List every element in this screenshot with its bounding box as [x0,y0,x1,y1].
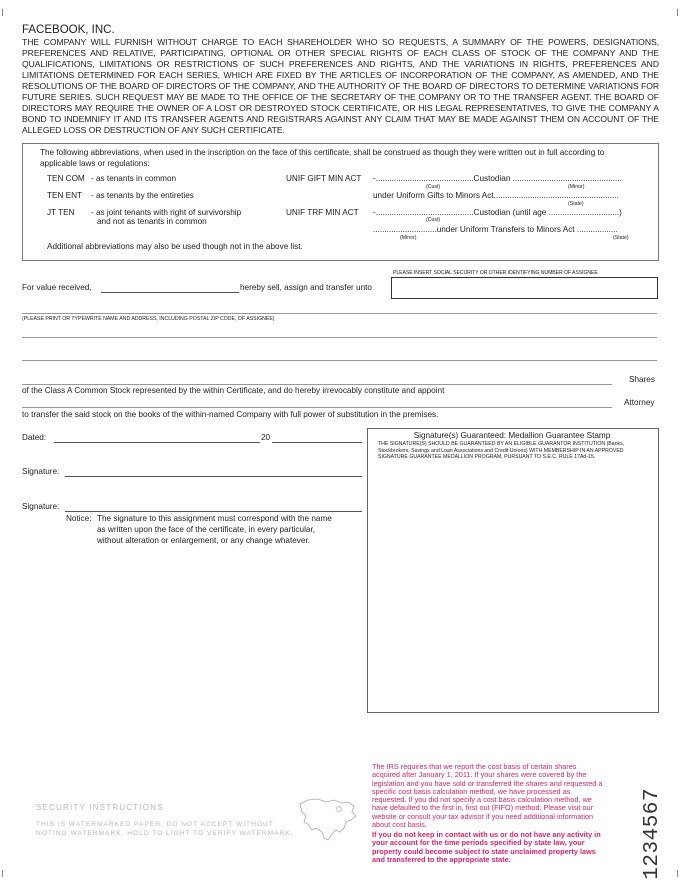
ssn-input-box[interactable] [391,277,658,299]
shares-line[interactable] [22,384,612,385]
unif-trf-cust-caption: (Cust) [426,217,441,223]
notice-line-2: as written upon the face of the certificate, in every particular, [97,525,315,534]
signature-line-2[interactable] [65,511,362,512]
unif-gift-minor-caption: (Minor) [568,184,585,190]
year-prefix: 20 [261,433,271,442]
corner-mark-bottom-right [670,870,678,877]
ten-ent-code: TEN ENT [47,191,83,200]
additional-abbreviations: Additional abbreviations may also be used though not in the above list. [47,242,303,251]
year-blank[interactable] [272,442,362,443]
unif-gift-under: under Uniform Gifts to Minors Act....................................................... [373,191,619,200]
corner-mark-top-right [670,9,678,16]
irs-cost-basis-text: The IRS requires that we report the cost basis of certain shares acquired after January 1, 2011. If your shares were covered by the legislation and you have sold or transferred the shares and requested a specific cost basis calculation method, we have processed as requested. If you did not specify a cost basis calculation method, we have defaulted to the first in, first out (FIFO) method. Please visit our website or consult your tax advisor if you need additional information about cost basis. [372,762,603,830]
security-text: THIS IS WATERMARKED PAPER, DO NOT ACCEPT WITHOUT NOTING WATERMARK. HOLD TO LIGHT TO VERIFY WATERMARK. [36,821,294,837]
shareholder-notice: THE COMPANY WILL FURNISH WITHOUT CHARGE TO EACH SHAREHOLDER WHO SO REQUESTS, A SUMMARY OF THE POWERS, DESIGNATIONS, PREFERENCES AND RELATIVE, PARTICIPATING, OPTIONAL OR OTHER SPECIAL RIGHTS OF EACH CLASS OF STOCK OF THE COMPANY AND THE QUALIFICATIONS, LIMITATIONS OR RESTRICTIONS OF SUCH PREFERENCES AND RIGHTS, AND THE VARIATIONS IN RIGHTS, PREFERENCES AND LIMITATIONS DETERMINED FOR EACH SERIES, WHICH ARE FIXED BY THE ARTICLES OF INCORPORATION OF THE COMPANY, AS AMENDED, AND THE RESOLUTIONS OF THE BOARD OF DIRECTORS OF THE COMPANY, AND THE AUTHORITY OF THE BOARD OF DIRECTORS TO DETERMINE VARIATIONS FOR FUTURE SERIES. SUCH REQUEST MAY BE MADE TO THE OFFICE OF THE SECRETARY OF THE COMPANY OR TO THE TRANSFER AGENT. THE BOARD OF DIRECTORS MAY REQUIRE THE OWNER OF A LOST OR DESTROYED STOCK CERTIFICATE, OR HIS LEGAL REPRESENTATIVES, TO GIVE THE COMPANY A BOND TO INDEMNIFY IT AND ITS TRANSFER AGENTS AND REGISTRARS AGAINST ANY CLAIM THAT MAY BE MADE AGAINST THEM ON ACCOUNT OF THE ALLEGED LOSS OR DESTRUCTION OF ANY SUCH CERTIFICATE. [22,37,659,136]
unif-trf-line: -...........................................Custodian (until age ...............................) [373,208,622,217]
jt-ten-code: JT TEN [47,208,75,217]
unif-gift-line: -...........................................Custodian ................................................ [373,174,622,183]
medallion-title: Signature(s) Guaranteed: Medallion Guarantee Stamp [413,431,611,440]
security-title: SECURITY INSTRUCTIONS [36,803,164,812]
unif-trf-state-caption: (State) [613,235,629,241]
signature-label-1: Signature: [22,467,60,476]
irs-unclaimed-property-text: If you do not keep in contact with us or do not have any activity in your account for the time periods specified by state law, your property could become subject to state unclaimed property laws and transferred to the appropriate state. [372,830,601,864]
notice-label: Notice: [66,514,92,523]
north-america-map-icon [296,794,362,846]
unif-trf-code: UNIF TRF MIN ACT [286,208,359,217]
assignee-line-2[interactable] [22,337,657,338]
unif-gift-state-caption: (State) [568,201,584,207]
abbreviations-intro: The following abbreviations, when used in the inscription on the face of this certificate, shall be construed as though they were written out in full according to applicable laws or regulations: [40,148,605,168]
shares-label: Shares [629,375,655,384]
attorney-line[interactable] [22,407,612,408]
ten-com-desc: - as tenants in common [91,174,177,183]
value-received-blank[interactable] [101,292,239,293]
medallion-text: THE SIGNATURE(S) SHOULD BE GUARANTEED BY AN ELIGIBLE GUARANTOR INSTITUTION (Banks, Stockbrokers, Savings and Loan Associations and Credit Unions) WITH MEMBERSHIP IN AN APPROVED SIGNATURE GUARANTEE MEDALLION PROGRAM, PURSUANT TO S.E.C. RULE 17Ad-15. [378,441,625,461]
assignee-line-3[interactable] [22,360,657,361]
jt-ten-desc-cont: and not as tenants in common [97,217,207,226]
unif-trf-under: ............................under Uniform Transfers to Minors Act .................. [373,225,618,234]
class-a-text: of the Class A Common Stock represented by the within Certificate, and do hereby irrevocably constitute and appoint [22,386,445,395]
attorney-label: Attorney [624,398,655,407]
notice-line-1: The signature to this assignment must correspond with the name [97,514,332,523]
ssn-label: PLEASE INSERT SOCIAL SECURITY OR OTHER IDENTIFYING NUMBER OF ASSIGNEE [393,270,598,276]
transfer-unto-label: hereby sell, assign and transfer unto [240,283,372,292]
value-received-label: For value received, [22,283,92,292]
unif-trf-minor-caption: (Minor) [400,235,417,241]
signature-line-1[interactable] [65,476,362,477]
unif-gift-cust-caption: (Cust) [426,184,441,190]
ten-com-code: TEN COM [47,174,85,183]
unif-gift-code: UNIF GIFT MIN ACT [286,174,362,183]
jt-ten-desc: - as joint tenants with right of survivorship [91,208,242,217]
ten-ent-desc: - as tenants by the entireties [91,191,194,200]
corner-mark-bottom-left [2,870,10,877]
dated-label: Dated: [22,433,47,442]
company-name: FACEBOOK, INC. [22,24,115,36]
assignee-line-1[interactable] [22,313,657,314]
medallion-stamp-box[interactable] [367,428,659,713]
corner-mark-top-left [2,9,10,16]
notice-line-3: without alteration or enlargement, or any change whatever. [97,536,311,545]
transfer-text: to transfer the said stock on the books of the within-named Company with full power of substitution in the premises. [22,410,439,419]
dated-blank[interactable] [54,442,260,443]
print-name-note: (PLEASE PRINT OR TYPEWRITE NAME AND ADDRESS, INCLUDING POSTAL ZIP CODE, OF ASSIGNEE) [22,316,275,322]
signature-label-2: Signature: [22,502,60,511]
certificate-serial-number: 1234567 [641,788,664,880]
